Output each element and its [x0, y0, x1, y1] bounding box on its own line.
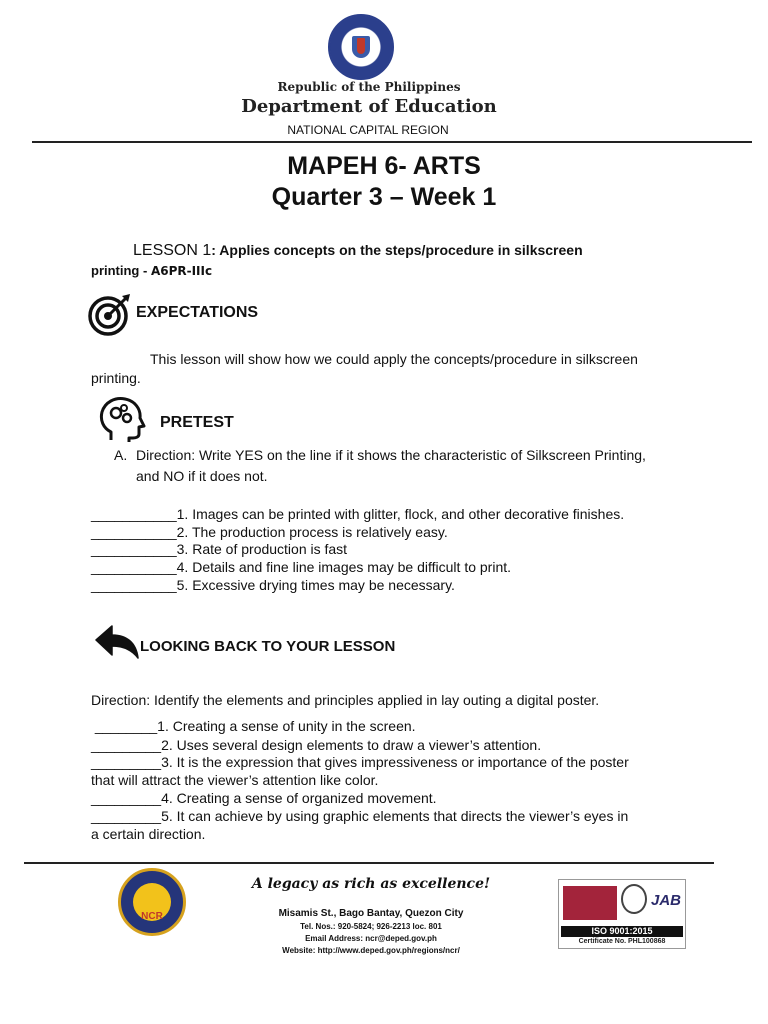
certifier-seal-icon — [621, 884, 647, 914]
expectations-text-1: This lesson will show how we could apply the concepts/procedure in silkscreen — [150, 351, 638, 367]
target-icon — [88, 292, 132, 336]
pretest-item: ___________2. The production process is relatively easy. — [91, 524, 448, 540]
page-title: MAPEH 6- ARTS — [287, 152, 481, 180]
ncr-seal-logo — [118, 868, 186, 936]
expectations-heading: EXPECTATIONS — [136, 304, 259, 321]
deped-seal-logo — [328, 14, 394, 80]
pretest-direction-1: Direction: Write YES on the line if it shows the characteristic of Silkscreen Printing, — [136, 447, 646, 463]
iso-certificate-number: Certificate No. PHL100868 — [578, 938, 666, 945]
pretest-item: ___________5. Excessive drying times may be necessary. — [91, 577, 455, 593]
iso-standard: ISO 9001:2015 — [561, 926, 683, 937]
iso-certification-badge — [558, 879, 686, 949]
back-arrow-icon — [94, 624, 140, 662]
region-label: NATIONAL CAPITAL REGION — [287, 123, 449, 137]
lesson-title: : Applies concepts on the steps/procedure in silkscreen — [211, 242, 583, 258]
lesson-heading — [133, 242, 583, 260]
pretest-item: ___________4. Details and fine line images may be difficult to print. — [91, 559, 512, 575]
review-item: _________5. It can achieve by using graphic elements that directs the viewer’s eyes in — [91, 808, 629, 824]
pretest-heading: PRETEST — [160, 414, 234, 431]
footer-tagline: A legacy as rich as excellence! — [251, 876, 491, 892]
pretest-direction-label: A. — [114, 447, 128, 463]
review-item: _________3. It is the expression that gives impressiveness or importance of the poster — [91, 754, 629, 770]
footer-address: Misamis St., Bago Bantay, Quezon City — [278, 908, 464, 919]
lesson-code-line — [91, 263, 212, 278]
footer-email: Email Address: ncr@deped.gov.ph — [305, 934, 437, 943]
review-item: ________1. Creating a sense of unity in the screen. — [91, 718, 416, 734]
looking-back-heading: LOOKING BACK TO YOUR LESSON — [140, 638, 396, 655]
header-divider — [32, 141, 752, 143]
jab-mark: JAB — [651, 892, 682, 909]
review-item-continued: a certain direction. — [91, 826, 206, 842]
review-item-continued: that will attract the viewer’s attention like color. — [91, 772, 379, 788]
pretest-item: ___________3. Rate of production is fast — [91, 541, 348, 557]
expectations-text-2: printing. — [91, 370, 141, 386]
republic-heading: Republic of the Philippines — [277, 80, 461, 94]
lesson-code-prefix: printing - — [91, 263, 151, 278]
certifier-logo — [563, 886, 617, 920]
footer-tel: Tel. Nos.: 920-5824; 926-2213 loc. 801 — [300, 922, 442, 931]
footer-website: Website: http://www.deped.gov.ph/regions/ncr/ — [282, 946, 460, 955]
department-heading: Department of Education — [241, 96, 497, 117]
ncr-seal-text: NCR — [141, 911, 163, 922]
footer-divider — [24, 862, 714, 864]
review-item: _________4. Creating a sense of organized movement. — [91, 790, 437, 806]
head-gears-icon — [97, 396, 147, 444]
lesson-code: A6PR-IIIc — [150, 264, 213, 278]
page-subtitle: Quarter 3 – Week 1 — [271, 183, 497, 211]
looking-back-direction: Direction: Identify the elements and principles applied in lay outing a digital poster. — [91, 692, 600, 708]
pretest-item: ___________1. Images can be printed with glitter, flock, and other decorative finishes. — [91, 506, 625, 522]
pretest-direction-2: and NO if it does not. — [136, 468, 268, 484]
lesson-label: LESSON 1 — [133, 242, 212, 259]
review-item: _________2. Uses several design elements to draw a viewer’s attention. — [91, 737, 542, 753]
